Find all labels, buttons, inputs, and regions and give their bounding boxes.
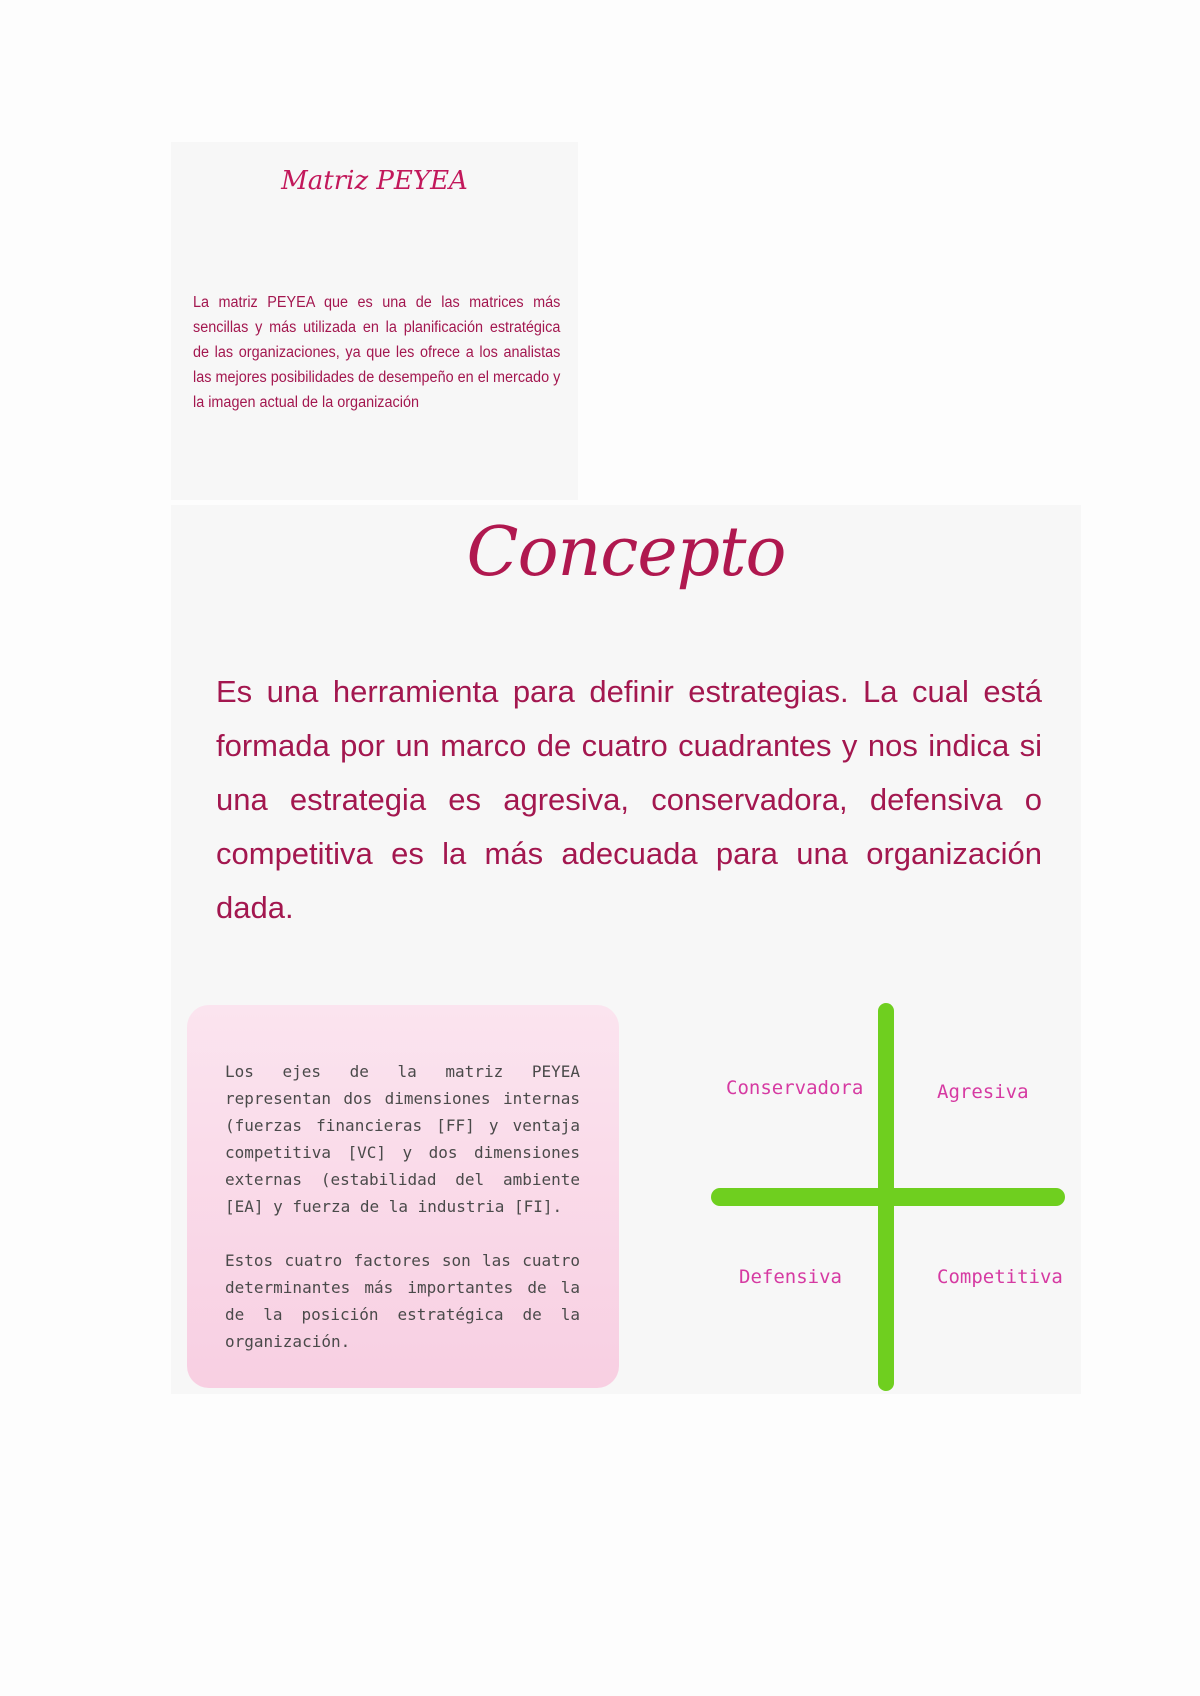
axes-info-box — [187, 1005, 619, 1388]
intro-paragraph: La matriz PEYEA que es una de las matrices más sencillas y más utilizada en la planificación estratégica de las organizaciones, ya que les ofrece a los analistas las mejores posibilidades de desempeño en el mercado y la imagen actual de la organización — [193, 294, 561, 411]
intro-title: Matriz PEYEA — [281, 166, 468, 196]
factors-paragraph: Estos cuatro factores son las cuatro determinantes más importantes de la de la posición estratégica de la organización. — [225, 1251, 580, 1351]
concept-slide — [171, 505, 1081, 1394]
concept-title: Concepto — [466, 513, 786, 592]
quadrant-defensiva-label: Defensiva — [739, 1266, 842, 1288]
matrix-horizontal-axis — [711, 1188, 1065, 1206]
quadrant-agresiva-label: Agresiva — [937, 1081, 1029, 1103]
concept-paragraph: Es una herramienta para definir estrategias. La cual está formada por un marco de cuatro cuadrantes y nos indica si una estrategia es agresiva, conservadora, defensiva o competitiva es la más adecuada para una organización dada. — [216, 674, 1042, 925]
axes-paragraph: Los ejes de la matriz PEYEA representan dos dimensiones internas (fuerzas financieras [FF] y ventaja competitiva [VC] y dos dimensiones externas (estabilidad del ambiente [EA] y fuerza de la industria [FI]. — [225, 1062, 580, 1216]
intro-slide — [171, 142, 578, 500]
quadrant-competitiva-label: Competitiva — [937, 1266, 1063, 1288]
quadrant-conservadora-label: Conservadora — [726, 1077, 864, 1099]
axes-info-text — [225, 1058, 580, 1382]
